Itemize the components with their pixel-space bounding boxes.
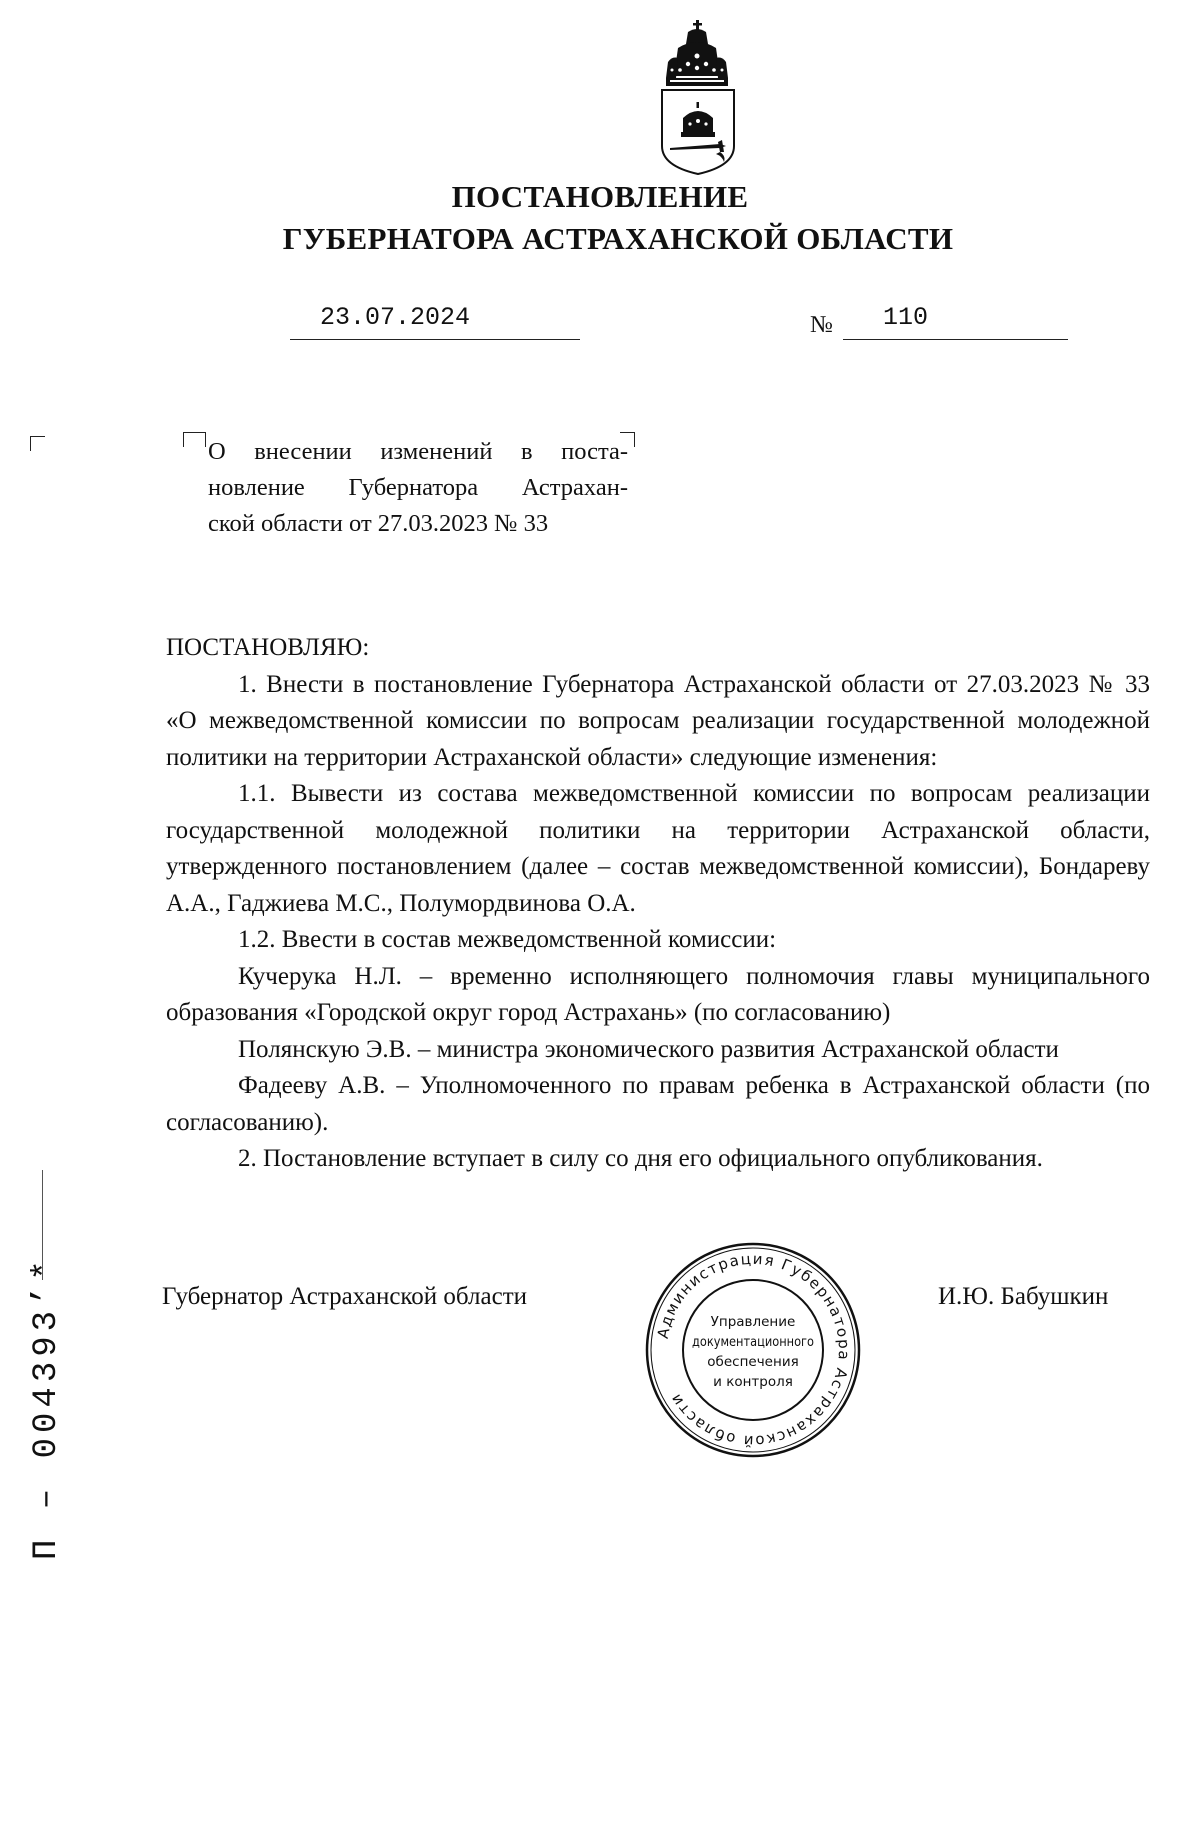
stamp-line: Управление <box>710 1314 796 1330</box>
document-number: 110 <box>883 303 929 332</box>
decree-heading: ПОСТАНОВЛЯЮ: <box>166 634 370 661</box>
number-field <box>843 303 1068 340</box>
subject-line: ской области от 27.03.2023 № 33 <box>208 510 549 537</box>
subject-line: новление Губернатора Астрахан- <box>208 474 628 501</box>
stamp-line: и контроля <box>713 1374 793 1390</box>
coat-of-arms-emblem <box>650 18 746 176</box>
member-entry: Кучерука Н.Л. – временно исполняющего полномочия главы муниципального образования «Городской округ город Астрахань» (по согласованию) <box>166 962 1150 1026</box>
stamp-line: обеспечения <box>707 1354 799 1370</box>
signatory-position: Губернатор Астраханской области <box>162 1283 528 1310</box>
paragraph-1: 1. Внести в постановление Губернатора Астраханской области от 27.03.2023 № 33 «О межведомственной комиссии по вопросам реализации государственной молодежной политики на территории Астраханской области» следующие изменения: <box>166 670 1150 771</box>
registration-code-text: П – 004393’* <box>28 1255 66 1560</box>
member-entry: Фадееву А.В. – Уполномоченного по правам ребенка в Астраханской области (по согласованию). <box>166 1072 1150 1136</box>
left-margin-corner-mark <box>30 436 45 451</box>
document-body <box>166 630 1150 1178</box>
document-title: ПОСТАНОВЛЕНИЕ <box>451 179 749 214</box>
member-entry: Полянскую Э.В. – министра экономического развития Астраханской области <box>238 1035 1059 1063</box>
number-sign: № <box>810 312 833 338</box>
document-date: 23.07.2024 <box>320 303 471 332</box>
paragraph-1-2: 1.2. Ввести в состав межведомственной комиссии: <box>238 926 777 953</box>
paragraph-2: 2. Постановление вступает в силу со дня его официального опубликования. <box>238 1145 1043 1172</box>
date-field <box>290 303 580 340</box>
signatory-name: И.Ю. Бабушкин <box>938 1283 1109 1310</box>
paragraph-1-1: 1.1. Вывести из состава межведомственной комиссии по вопросам реализации государственной молодежной политики на территории Астраханской области, утвержденного постановлением (далее – состав межведомственной комиссии), Бондареву А.А., Гаджиева М.С., Полумордвинова О.А. <box>166 780 1150 917</box>
stamp-ring-text: Администрация Губернатора Астраханской области <box>653 1249 854 1451</box>
issuer-title: ГУБЕРНАТОРА АСТРАХАНСКОЙ ОБЛАСТИ <box>282 221 954 256</box>
subject-block <box>208 434 628 542</box>
subject-line: О внесении изменений в поста- <box>208 438 628 465</box>
official-stamp <box>643 1240 863 1460</box>
registration-code <box>28 1255 68 1830</box>
subject-corner-mark-left-2 <box>191 432 206 447</box>
stamp-line: документационного <box>692 1334 814 1350</box>
